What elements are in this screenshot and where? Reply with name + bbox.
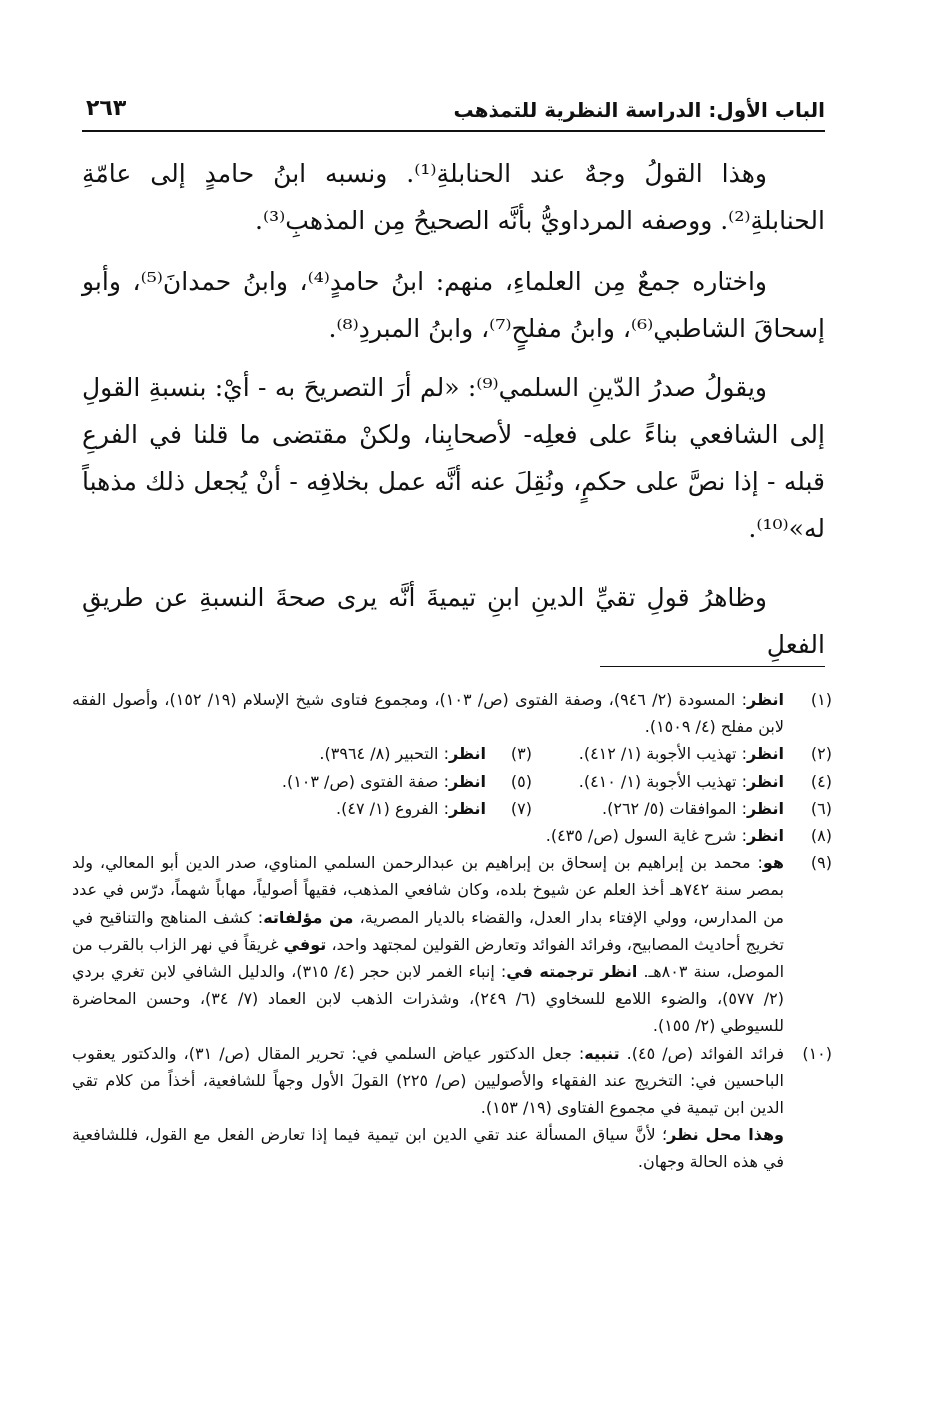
footnote-body: : تهذيب الأجوبة (١/ ٤١٠). <box>578 771 747 791</box>
footnote-body: : المسودة (٢/ ٩٤٦)، وصفة الفتوى (ص/ ١٠٣)، ومجموع فتاوى شيخ الإسلام (١٩/ ١٥٢)، وأصول الفقه لابن مفلح (٤/ ١٥٠٩). <box>72 690 784 737</box>
footnote-number: (١) <box>810 690 832 709</box>
page-number: ٢٦٣ <box>86 96 127 121</box>
footnote-row-6-7 <box>72 795 832 822</box>
footnote-label: انظر <box>746 771 784 791</box>
footnote-label: انظر <box>448 771 486 791</box>
footnote-number: (٩) <box>810 853 832 873</box>
footnote-2 <box>532 740 832 767</box>
footnote-label: توفي <box>283 934 327 954</box>
footnote-number: (٥) <box>510 771 532 791</box>
footnote-body: : صفة الفتوى (ص/ ١٠٣). <box>281 771 449 791</box>
footnote-body: : جعل الدكتور عياض السلمي في: تحرير المقال (ص/ ٣١)، والدكتور يعقوب الباحسين في: التخريج عند الفقهاء والأصوليين (ص/ ٢٢٥) القولَ الأول وجهاً للشافعية، أخذاً من كلام تقي الدين ابن تيمية في مجموع الفتاوى (١٩/ ١٥٣). <box>72 1043 784 1118</box>
footnote-label: انظر <box>746 826 784 846</box>
footnote-label: من مؤلفاته <box>263 907 354 927</box>
paragraph-2: واختاره جمعٌ مِن العلماءِ، منهم: ابنُ حامدٍ⁽⁴⁾، وابنُ حمدانَ⁽⁵⁾، وأبو إسحاقَ الشاطبي⁽⁶⁾، وابنُ مفلحٍ⁽⁷⁾، وابنُ المبردِ⁽⁸⁾. <box>82 267 825 343</box>
footnote-5 <box>192 768 532 795</box>
footnote-label: انظر <box>746 744 784 764</box>
footnote-body: : تهذيب الأجوبة (١/ ٤١٢). <box>578 744 747 764</box>
footnote-number: (٢) <box>810 744 832 764</box>
footnote-body: غريقاً في نهر الزاب بالقرب من الموصل، سنة ٨٠٣هـ. <box>72 934 785 982</box>
footnote-label: انظر <box>448 798 486 818</box>
footnote-body: : الموافقات (٥/ ٢٦٢). <box>602 798 747 818</box>
footnote-number: (٣) <box>510 744 532 764</box>
footnote-label: انظر <box>448 744 486 764</box>
footnote-label: تنبيه <box>584 1043 620 1063</box>
paragraph-4: وظاهرُ قولِ تقيِّ الدينِ ابنِ تيميةَ أنَّه يرى صحةَ النسبةِ عن طريقِ الفعلِ <box>82 583 825 659</box>
footnote-row-4-5 <box>72 768 832 795</box>
footnote-number: (١٠) <box>802 1043 832 1063</box>
footnote-body: : الفروع (١/ ٤٧). <box>336 798 449 818</box>
main-text <box>82 150 825 686</box>
footnote-number: (٤) <box>810 771 832 791</box>
paragraph-3: ويقولُ صدرُ الدّينِ السلمي⁽⁹⁾: «لم أرَ التصريحَ به - أيْ: بنسبةِ القولِ إلى الشافعي بناءً على فعلِه- لأصحابِنا، ولكنْ مقتضى ما قلنا في الفرعِ قبله - إذا نصَّ على حكمٍ، ونُقِلَ عنه أنَّه عمل بخلافِه - أنْ يُجعل ذلك مذهباً له»⁽¹⁰⁾. <box>82 373 825 543</box>
footnote-body: : محمد بن إبراهيم بن إسحاق بن إبراهيم بن عبدالرحمن السلمي المناوي، صدر الدين أبو المعالي، ولد بمصر سنة ٧٤٢هـ أخذ العلم عن شيوخ بلده، وكان شافعي المذهب، فقيهاً أصولياً، مهاباً شهماً، درّس في عدد من المدارس، وولي الإفتاء بدار العدل، والقضاء بالديار المصرية، <box>72 853 784 927</box>
footnote-text <box>72 849 784 1039</box>
footnote-number: (٨) <box>810 826 832 846</box>
footnote-text <box>319 740 486 767</box>
footnotes <box>72 686 832 1176</box>
running-header <box>82 96 825 132</box>
footnote-body: : كشف المناهج والتناقيح في تخريج أحاديث المصابيح، وفرائد الفوائد وتعارض القولين لمجتهد واحد، <box>72 907 784 954</box>
footnote-label: انظر <box>746 798 784 818</box>
footnote-text <box>72 686 784 740</box>
footnote-text <box>579 768 784 795</box>
footnote-number: (٧) <box>510 798 532 818</box>
footnote-9 <box>72 849 832 1039</box>
footnote-8 <box>72 822 832 849</box>
footnote-separator <box>600 666 825 667</box>
chapter-title: الباب الأول: الدراسة النظرية للتمذهب <box>453 98 825 122</box>
footnote-body: : شرح غاية السول (ص/ ٤٣٥). <box>545 826 747 846</box>
footnote-text <box>72 1040 784 1176</box>
footnote-text <box>72 822 784 849</box>
footnote-text <box>282 768 486 795</box>
footnote-text <box>602 795 784 822</box>
footnote-6 <box>532 795 832 822</box>
footnote-label: هو <box>762 853 784 873</box>
footnote-label: وهذا محل نظر <box>667 1125 785 1145</box>
footnote-number: (٦) <box>810 798 832 818</box>
footnote-10 <box>72 1040 832 1176</box>
footnote-body: ؛ لأنَّ سياق المسألة عند تقي الدين ابن تيمية فيما إذا تعارض الفعل مع القول، فللشافعية في هذه الحالة وجهان. <box>72 1125 784 1172</box>
footnote-label: انظر ترجمته في <box>506 962 638 982</box>
footnote-4 <box>532 768 832 795</box>
footnote-7 <box>192 795 532 822</box>
footnote-1 <box>72 686 832 740</box>
footnote-text <box>336 795 486 822</box>
footnote-text <box>579 740 784 767</box>
footnote-body: : إنباء الغمر لابن حجر (٤/ ٣١٥)، والدليل الشافي لابن تغري بردي (٢/ ٥٧٧)، والضوء اللامع للسخاوي (٦/ ٢٤٩)، وشذرات الذهب لابن العماد (٧/ ٣٤)، وحسن المحاضرة للسيوطي (٢/ ١٥٥). <box>72 962 784 1036</box>
footnote-row-2-3 <box>72 740 832 767</box>
footnote-body: : التحبير (٨/ ٣٩٦٤). <box>319 744 449 764</box>
footnote-3 <box>192 740 532 767</box>
footnote-label: انظر <box>746 690 785 709</box>
paragraph-1: وهذا القولُ وجهٌ عند الحنابلةِ⁽¹⁾. ونسبه ابنُ حامدٍ إلى عامّةِ الحنابلةِ⁽²⁾. ووصفه المرداويُّ بأنَّه الصحيحُ مِن المذهبِ⁽³⁾. <box>82 159 825 235</box>
footnote-body: فرائد الفوائد (ص/ ٤٥). <box>619 1043 785 1063</box>
